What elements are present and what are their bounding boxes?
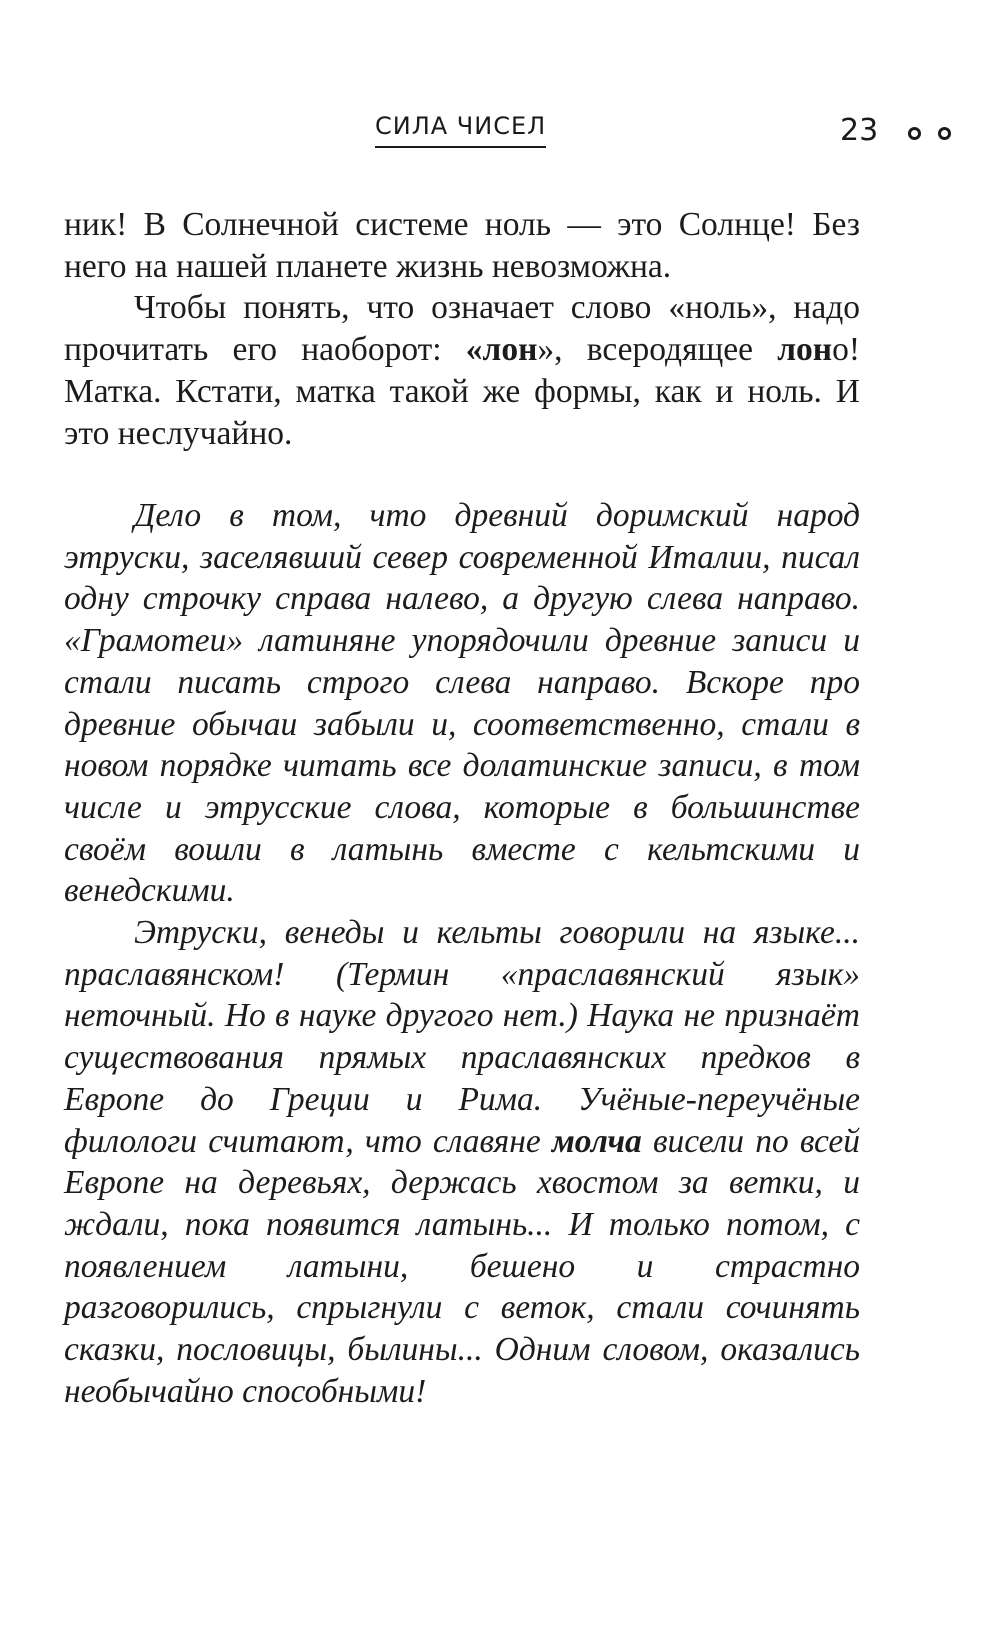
quote-open: « — [465, 331, 483, 369]
paragraph-text: Этруски, венеды и кельты говорили на языке... праславянском! (Термин «праславянский язык» неточный. Но в науке другого нет.) Наука не признаёт существования прямых праславянских предков в Европе до Греции и Рима. Учёные-переучёные филологи считают, что славяне — [64, 914, 860, 1160]
paragraph-text: , всеродящее — [554, 331, 778, 369]
circle-icon — [908, 127, 921, 140]
body-text-italic — [64, 495, 860, 1412]
paragraph-text: ник! В Солнечной системе ноль — это Солнце! Без него на нашей планете жизнь невозможна. — [64, 206, 860, 285]
paragraph-text: висели по всей Европе на деревьях, держась хвостом за ветки, и ждали, пока появится латынь... И только потом, с появлением латыни, бешено и страстно разговорились, спрыгнули с веток, стали сочинять сказки, пословицы, былины... Одним словом, оказались необычайно способными! — [64, 1122, 860, 1410]
running-title: СИЛА ЧИСЕЛ — [375, 112, 546, 148]
paragraph-text: Чтобы понять, что означает слово «ноль», надо прочитать его наоборот: — [64, 289, 860, 369]
circle-icon — [938, 127, 951, 140]
paragraph — [64, 287, 860, 454]
paragraph — [64, 495, 860, 912]
body-text-plain — [64, 204, 860, 454]
paragraph — [64, 912, 860, 1412]
page-number: 23 — [840, 113, 879, 148]
bold-word: лон — [777, 331, 833, 369]
bold-word: лон — [482, 331, 538, 369]
paragraph — [64, 204, 860, 287]
paragraph-text: о! Матка. Кстати, матка такой же формы, как и ноль. И это неслучайно. — [64, 331, 860, 452]
quote-close: » — [537, 331, 555, 369]
paragraph-text: Дело в том, что древний доримский народ этруски, заселявший север современной Италии, писал одну строчку справа налево, а другую слева направо. «Грамотеи» латиняне упорядочили древние записи и стали писать строго слева направо. Вскоре про древние обычаи забыли и, соответственно, стали в новом порядке читать все долатинские записи, в том числе и этрусские слова, которые в большинстве своём вошли в латынь вместе с кельтскими и венедскими. — [64, 497, 860, 910]
bold-word: молча — [551, 1122, 642, 1160]
